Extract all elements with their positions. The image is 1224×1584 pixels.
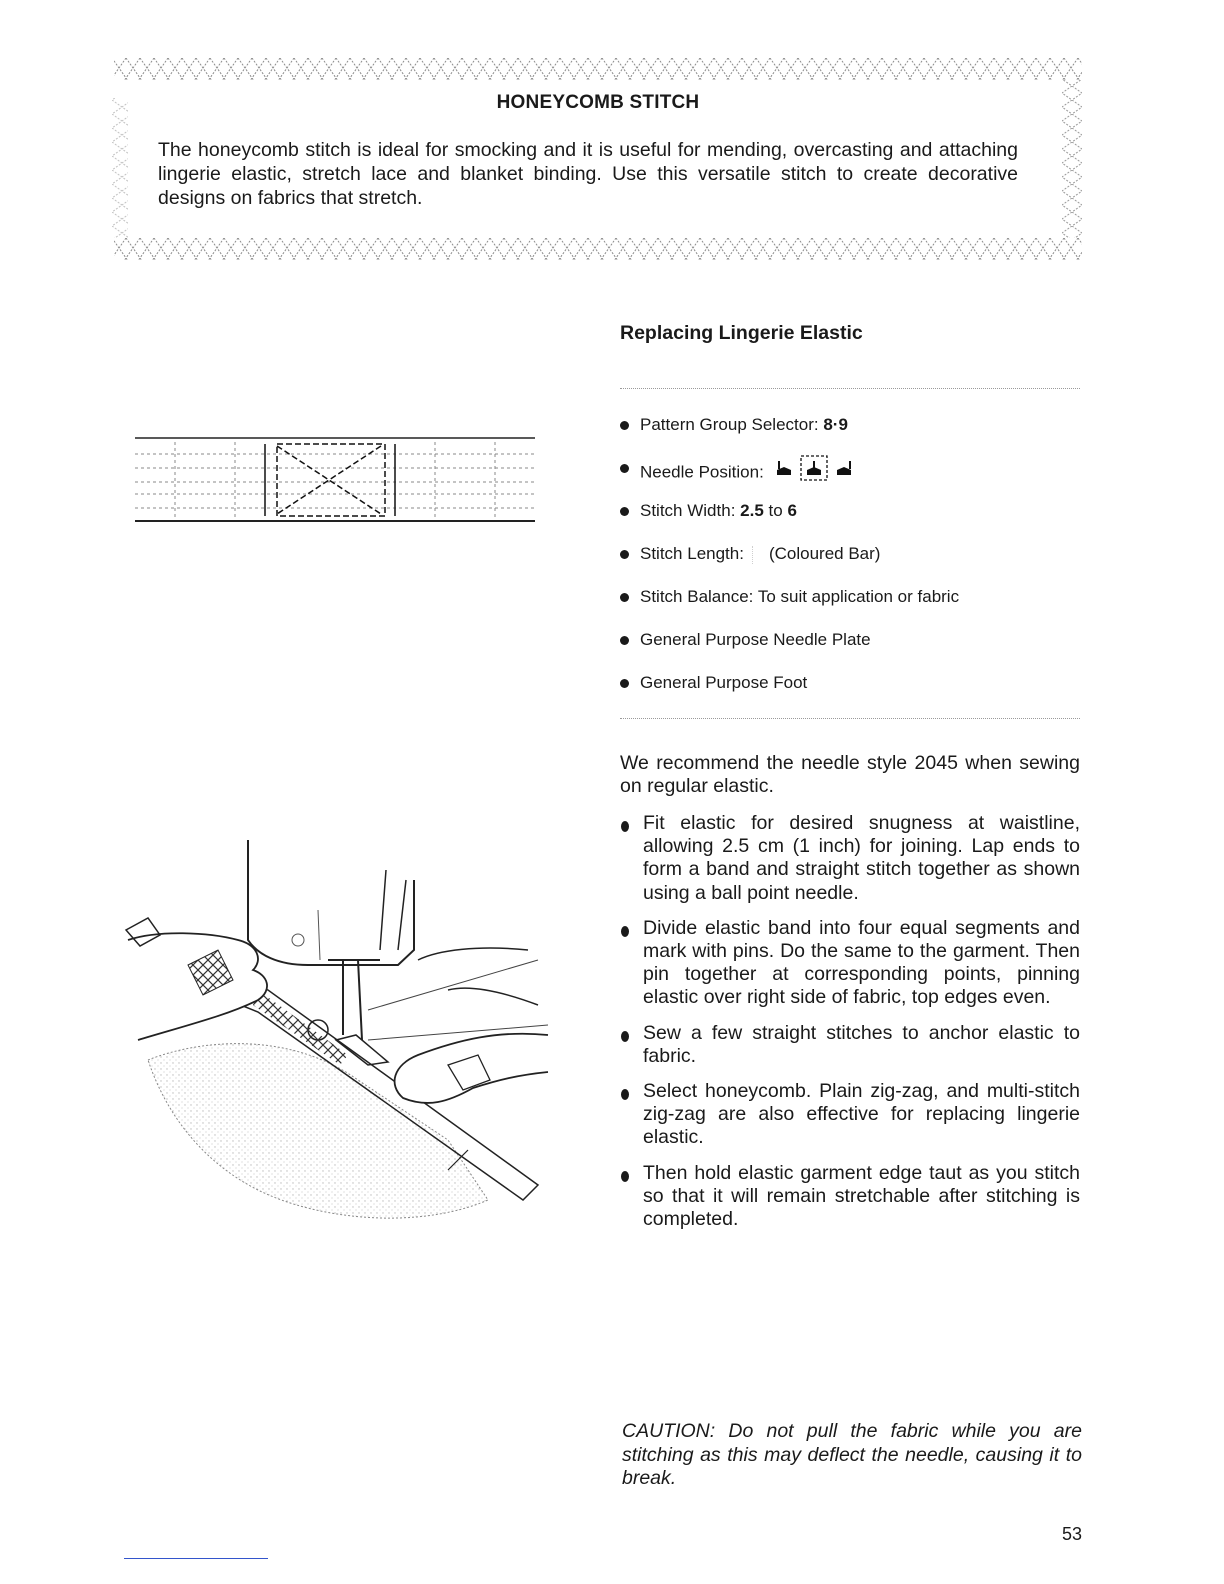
- stitch-length-value: (Coloured Bar): [768, 544, 881, 563]
- needle-position-label: Needle Position:: [640, 462, 764, 482]
- setting-stitch-balance: Stitch Balance: To suit application or fabric: [620, 582, 1090, 625]
- stitch-width-from: 2.5: [740, 501, 764, 520]
- settings-bottom-rule: [620, 718, 1080, 719]
- section-title: Replacing Lingerie Elastic: [620, 322, 863, 344]
- page-title: HONEYCOMB STITCH: [496, 92, 700, 113]
- stitch-length-label: Stitch Length:: [640, 544, 744, 563]
- page-number: 53: [1062, 1524, 1083, 1544]
- caution-note: CAUTION: Do not pull the fabric while you are stitching as this may deflect the needle, causing it to break.: [622, 1420, 1082, 1489]
- stitch-width-to: 6: [787, 501, 797, 520]
- list-item: Divide elastic band into four equal segments and mark with pins. Do the same to the garment. Then pin together at corresponding points, pinning elastic over right side of fabric, top edges even.: [620, 917, 1080, 1010]
- setting-stitch-width: [620, 496, 1090, 539]
- honeycomb-header-box: [112, 58, 1084, 263]
- needle-position-icon: [769, 453, 869, 493]
- setting-presser-foot: General Purpose Foot: [620, 668, 1090, 711]
- coloured-bar-icon: [752, 546, 761, 564]
- machine-settings-list: [620, 410, 1090, 711]
- intro-paragraph: The honeycomb stitch is ideal for smocking and it is useful for mending, overcasting and attaching lingerie elastic, stretch lace and blanket binding. Use this versatile stitch to create decorative designs on fabrics that stretch.: [158, 139, 1018, 209]
- honeycomb-stitch-diagram: [135, 432, 537, 524]
- settings-top-rule: [620, 388, 1080, 389]
- setting-needle-position: [620, 453, 1090, 496]
- pattern-group-label: Pattern Group Selector:: [640, 415, 819, 434]
- stitch-pattern-diagram: [135, 432, 537, 529]
- needle-recommendation: We recommend the needle style 2045 when sewing on regular elastic.: [620, 752, 1080, 797]
- footnote-rule: [124, 1558, 268, 1559]
- hands-sewing-elastic-drawing: [118, 840, 558, 1240]
- sewing-machine-illustration: [118, 840, 558, 1245]
- setting-stitch-length: [620, 539, 1090, 582]
- setting-pattern-group: [620, 410, 1090, 453]
- list-item: Sew a few straight stitches to anchor elastic to fabric.: [620, 1022, 1080, 1068]
- instruction-steps: [620, 812, 1080, 1243]
- stitch-width-to-word: to: [768, 501, 783, 520]
- list-item: Select honeycomb. Plain zig-zag, and multi-stitch zig-zag are also effective for replacing lingerie elastic.: [620, 1080, 1080, 1150]
- setting-needle-plate: General Purpose Needle Plate: [620, 625, 1090, 668]
- list-item: Fit elastic for desired snugness at waistline, allowing 2.5 cm (1 inch) for joining. Lap ends to form a band and straight stitch together as shown using a ball point needle.: [620, 812, 1080, 905]
- list-item: Then hold elastic garment edge taut as you stitch so that it will remain stretchable after stitching is completed.: [620, 1162, 1080, 1232]
- stitch-width-label: Stitch Width:: [640, 501, 736, 520]
- pattern-group-value: 8·9: [823, 415, 848, 434]
